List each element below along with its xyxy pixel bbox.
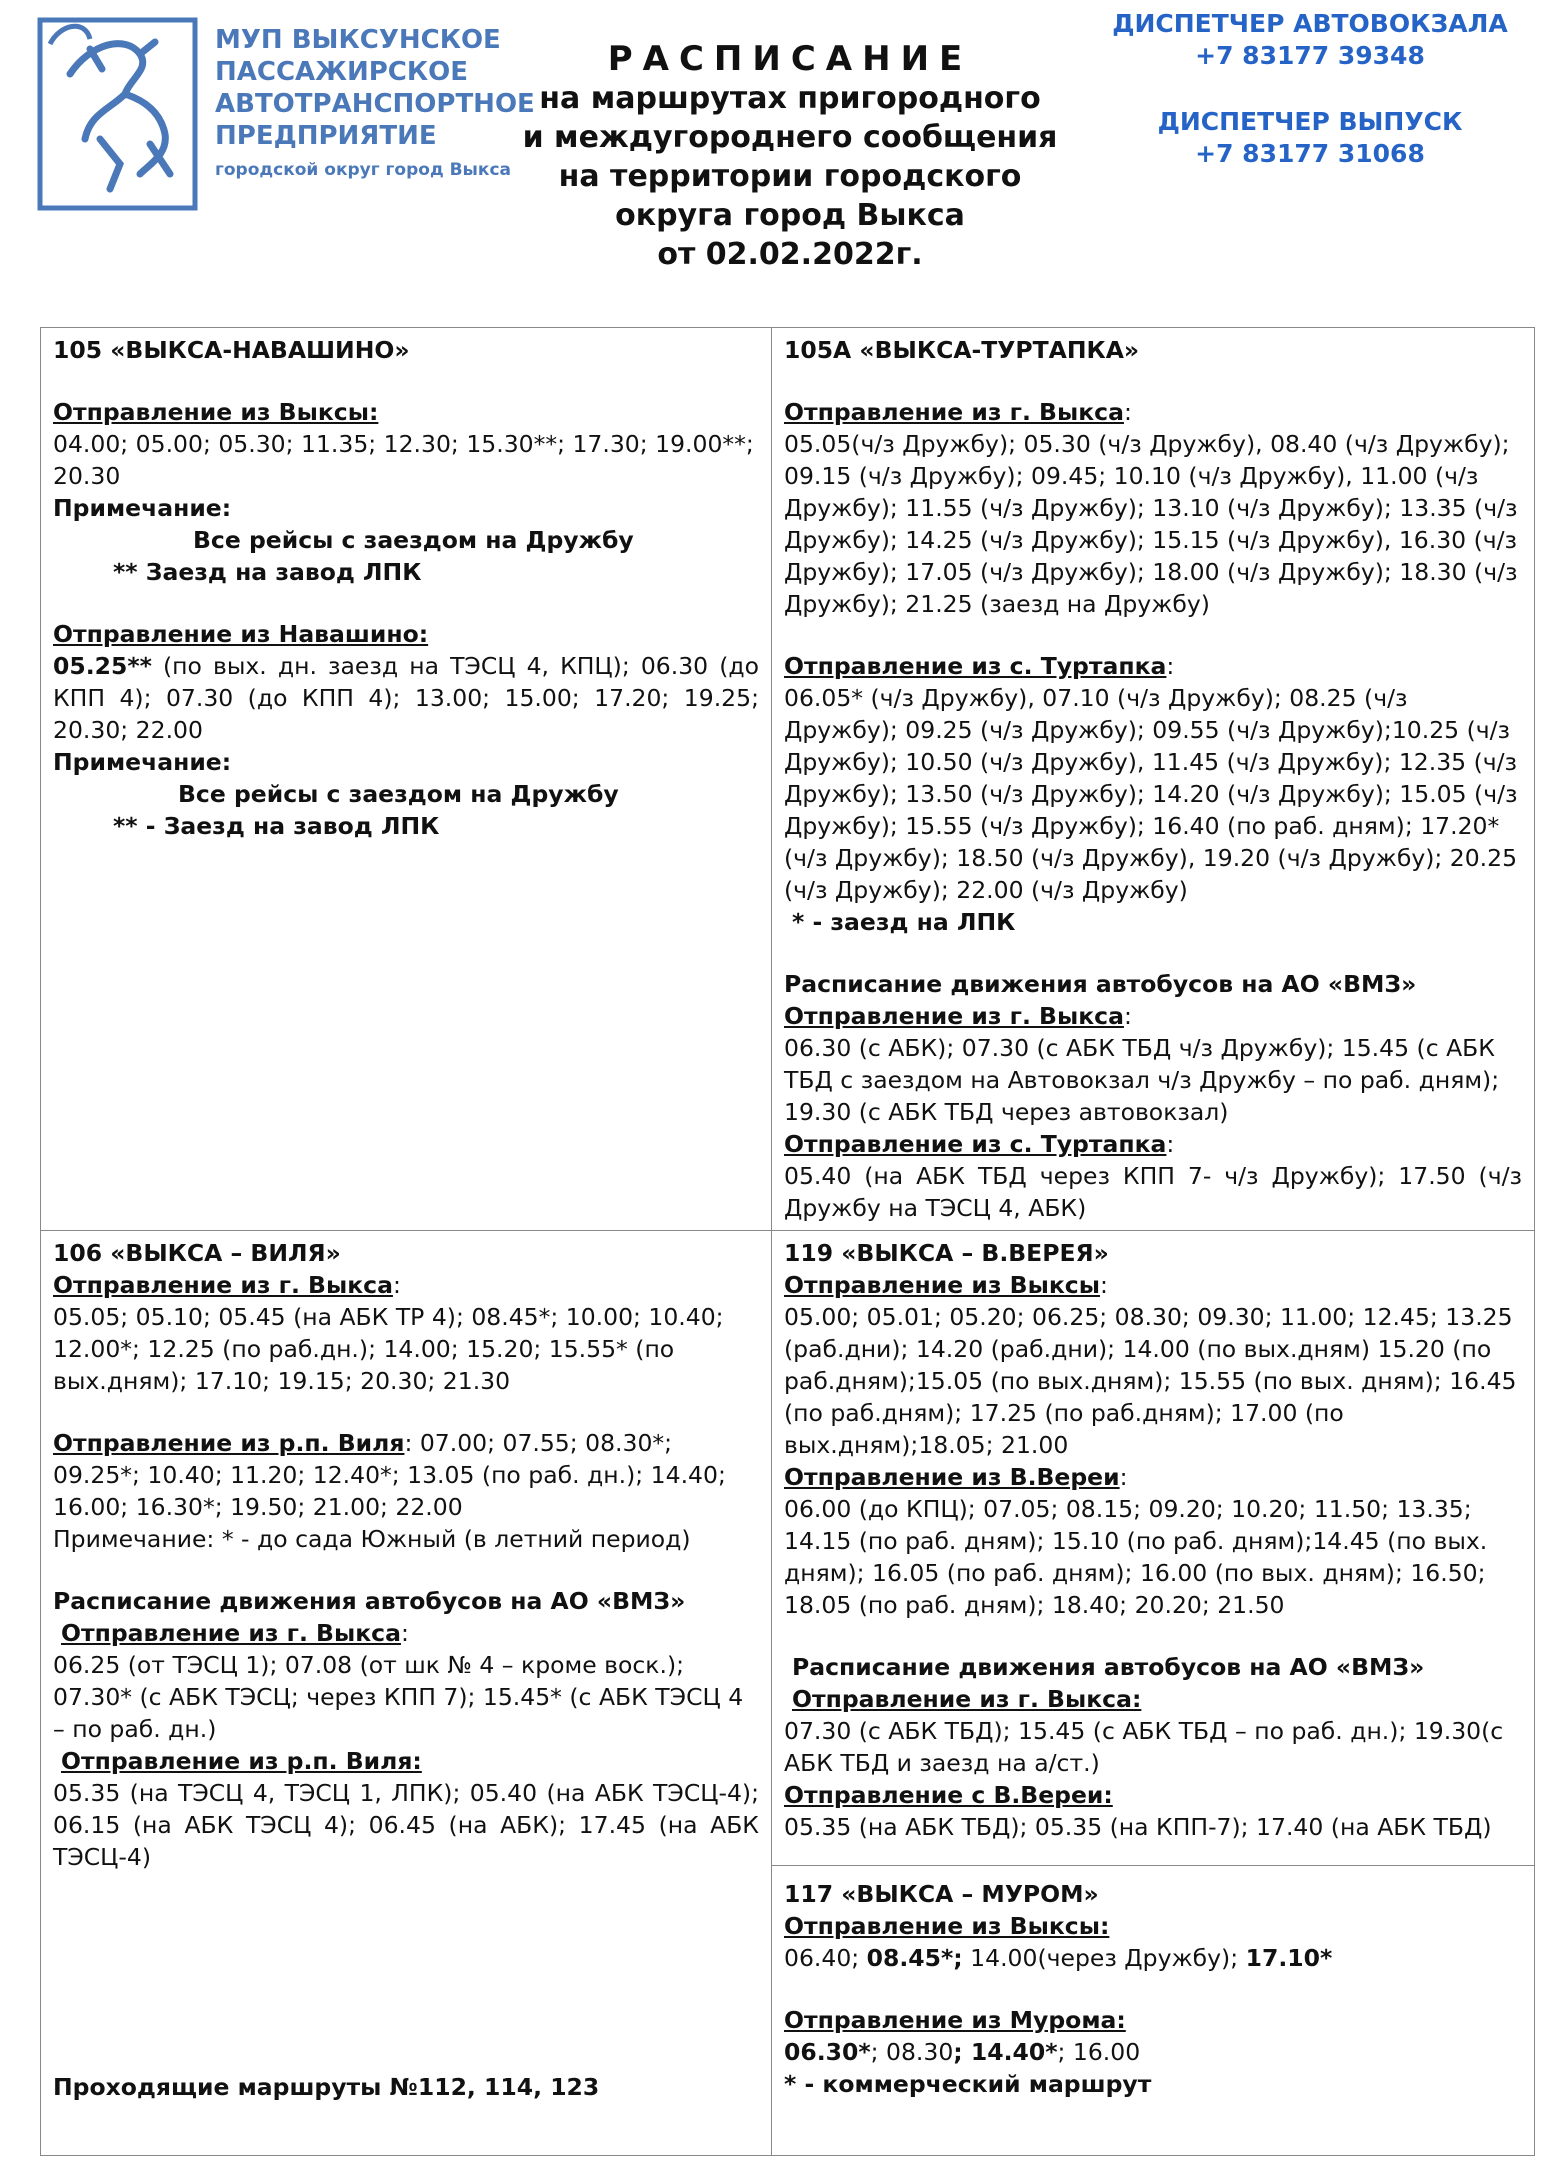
schedule-table xyxy=(40,327,1535,2156)
text-line: Отправление из Выксы: xyxy=(784,1912,1110,1940)
text-line: Отправление из г. Выкса xyxy=(784,398,1124,426)
text-line: РАСПИСАНИЕ xyxy=(607,39,973,79)
text-line: от 02.02.2022г. xyxy=(657,237,923,272)
text-line: Отправление из г. Выкса xyxy=(61,1619,401,1647)
text-line: Отправление из Навашино: xyxy=(53,620,429,648)
dispatcher-station-label: ДИСПЕТЧЕР АВТОВОКЗАЛА xyxy=(1112,9,1508,38)
dispatcher-release-label: ДИСПЕТЧЕР ВЫПУСК xyxy=(1157,107,1463,136)
text-line: Расписание движения автобусов на АО «ВМЗ» xyxy=(53,1587,686,1615)
dispatcher-release-phone: +7 83177 31068 xyxy=(1195,139,1425,168)
text-line: 05.25** xyxy=(53,652,152,680)
text-line: 06.25 (от ТЭСЦ 1); 07.08 (от шк № 4 – кроме воск.); 07.30* (с АБК ТЭСЦ; через КПП 7); 15.45* (с АБК ТЭСЦ 4 – по раб. дн.) xyxy=(53,1651,744,1743)
page-header xyxy=(0,0,1560,320)
route-117-section xyxy=(772,1865,1534,2100)
text-line: Все рейсы с заездом на Дружбу xyxy=(178,780,619,808)
text-line: * - заезд на ЛПК xyxy=(792,908,1016,936)
text-line: Примечание: xyxy=(53,748,232,776)
text-line: на маршрутах пригородного xyxy=(539,81,1041,116)
text-line: Расписание движения автобусов на АО «ВМЗ» xyxy=(784,970,1417,998)
text-line: Отправление из р.п. Виля xyxy=(53,1429,405,1457)
text-line: 05.05(ч/з Дружбу); 05.30 (ч/з Дружбу), 08.40 (ч/з Дружбу); 09.15 (ч/з Дружбу); 09.45; 10.10 (ч/з Дружбу), 11.00 (ч/з Дружбу); 11.55 (ч/з Дружбу); 13.10 (ч/з Дружбу); 13.35 (ч/з Дружбу); 14.25 (ч/з Дружбу); 15.15 (ч/з Дружбу), 16.30 (ч/з Дружбу); 17.05 (ч/з Дружбу); 18.00 (ч/з Дружбу); 18.30 (ч/з Дружбу); 21.25 (заезд на Дружбу) xyxy=(784,430,1518,618)
dispatcher-contacts xyxy=(1100,8,1520,170)
text-line: 06.00 (до КПЦ); 07.05; 08.15; 09.20; 10.20; 11.50; 13.35; 14.15 (по раб. дням); 15.10 (по раб. дням);14.45 (по вых. дням); 16.05 (по раб. дням); 16.00 (по вых. дням); 16.50; 18.05 (по раб. дням); 18.40; 20.20; 21.50 xyxy=(784,1495,1488,1619)
text-line: и междугороднего сообщения xyxy=(522,120,1058,155)
text-line: 07.30 (с АБК ТБД); 15.45 (с АБК ТБД – по раб. дн.); 19.30(с АБК ТБД и заезд на а/ст.) xyxy=(784,1717,1504,1777)
route-105a-cell: 105А «ВЫКСА-ТУРТАПКА» Отправление из г. Выкса: 05.05(ч/з Дружбу); 05.30 (ч/з Дружбу), 08.40 (ч/з Дружбу); 09.15 (ч/з Дружбу); 09.45; 10.10 (ч/з Дружбу), 11.00 (ч/з Дружбу); 11.55 (ч/з Дружбу); 13.10 (ч/з Дружбу); 13.35 (ч/з Дружбу); 14.25 (ч/з Дружбу); 15.15 (ч/з Дружбу), 16.30 (ч/з Дружбу); 17.05 (ч/з Дружбу); 18.00 (ч/з Дружбу); 18.30 (ч/з Дружбу); 21.25 (заезд на Дружбу) Отправление из с. Туртапка: 06.05* (ч/з Дружбу), 07.10 (ч/з Дружбу); 08.25 (ч/з Дружбу); 09.25 (ч/з Дружбу); 09.55 (ч/з Дружбу);10.25 (ч/з Дружбу); 10.50 (ч/з Дружбу), 11.45 (ч/з Дружбу); 12.35 (ч/з Дружбу); 13.50 (ч/з Дружбу); 14.20 (ч/з Дружбу); 15.05 (ч/з Дружбу); 15.55 (ч/з Дружбу); 16.40 (по раб. дням); 17.20* (ч/з Дружбу); 18.50 (ч/з Дружбу), 19.20 (ч/з Дружбу); 20.25 (ч/з Дружбу); 22.00 (ч/з Дружбу) * - заезд на ЛПК Расписание движения автобусов на АО «ВМЗ» Отправление из г. Выкса: 06.30 (с АБК); 07.30 (с АБК ТБД ч/з Дружбу); 15.45 (с АБК ТБД с заездом на Автовокзал ч/з Дружбу – по раб. дням); 19.30 (с АБК ТБД через автовокзал) Отправление из с. Туртапка: 05.40 (на АБК ТБД через КПП 7- ч/з Дружбу); 17.50 (ч/з Дружбу на ТЭСЦ 4, АБК) xyxy=(772,328,1535,1231)
text-line: Отправление из г. Выкса: xyxy=(792,1685,1142,1713)
text-line: ** - Заезд на завод ЛПК xyxy=(113,812,440,840)
route-title: 106 «ВЫКСА – ВИЛЯ» xyxy=(53,1239,341,1267)
text-line: Отправление из р.п. Виля: xyxy=(61,1747,422,1775)
text-line: Отправление с В.Вереи: xyxy=(784,1781,1113,1809)
document-title xyxy=(520,40,1060,274)
route-119-117-cell: 119 «ВЫКСА – В.ВЕРЕЯ» Отправление из Выксы: 05.00; 05.01; 05.20; 06.25; 08.30; 09.30; 11.00; 12.45; 13.25 (раб.дни); 14.20 (раб.дни); 14.00 (по вых.дням) 15.20 (по раб.дням);15.05 (по вых.дням); 15.55 (по вых. дням); 16.45 (по раб.дням); 17.25 (по раб.дням); 17.00 (по вых.дням);18.05; 21.00 Отправление из В.Вереи: 06.00 (до КПЦ); 07.05; 08.15; 09.20; 10.20; 11.50; 13.35; 14.15 (по раб. дням); 15.10 (по раб. дням);14.45 (по вых. дням); 16.05 (по раб. дням); 16.00 (по вых. дням); 16.50; 18.05 (по раб. дням); 18.40; 20.20; 21.50 Расписание движения автобусов на АО «ВМЗ» Отправление из г. Выкса: 07.30 (с АБК ТБД); 15.45 (с АБК ТБД – по раб. дн.); 19.30(с АБК ТБД и заезд на а/ст.) Отправление с В.Вереи: 05.35 (на АБК ТБД); 05.35 (на КПП-7); 17.40 (на АБК ТБД) 117 «ВЫКСА – МУРОМ» Отправление из Выксы: 06.40; 08.45*; 14.00(через Дружбу); 17.10* Отправление из Мурома: 06.30*; 08.30; 14.40*; 16.00 * - коммерческий маршрут xyxy=(772,1231,1535,2156)
route-105-cell xyxy=(41,328,772,1231)
text-line: 05.05; 05.10; 05.45 (на АБК ТР 4); 08.45*; 10.00; 10.40; 12.00*; 12.25 (по раб.дн.); 14.00; 15.20; 15.55* (по вых.дням); 17.10; 19.15; 20.30; 21.30 xyxy=(53,1303,724,1395)
text-line: ** Заезд на завод ЛПК xyxy=(113,558,422,586)
text-line: 05.35 (на ТЭСЦ 4, ТЭСЦ 1, ЛПК); 05.40 (на АБК ТЭСЦ-4); 06.15 (на АБК ТЭСЦ 4); 06.45 (на АБК); 17.45 (на АБК ТЭСЦ-4) xyxy=(53,1779,759,1871)
route-title: 105А «ВЫКСА-ТУРТАПКА» xyxy=(784,336,1140,364)
text-line: округа город Выкса xyxy=(615,198,965,233)
organization-name xyxy=(215,24,535,182)
passing-routes: Проходящие маршруты №112, 114, 123 xyxy=(53,2073,600,2101)
text-line: АВТОТРАНСПОРТНОЕ xyxy=(215,89,535,119)
text-line: Отправление из В.Вереи xyxy=(784,1463,1120,1491)
text-line: Примечание: xyxy=(53,494,232,522)
text-line: 05.40 (на АБК ТБД через КПП 7- ч/з Дружбу); 17.50 (ч/з Дружбу на ТЭСЦ 4, АБК) xyxy=(784,1162,1522,1222)
text-line: Отправление из с. Туртапка xyxy=(784,1130,1167,1158)
text-line: Все рейсы с заездом на Дружбу xyxy=(193,526,634,554)
route-title: 117 «ВЫКСА – МУРОМ» xyxy=(784,1880,1099,1908)
text-line: 06.40; xyxy=(784,1944,867,1972)
text-line: 08.45*; xyxy=(866,1944,963,1972)
text-line: 17.10* xyxy=(1245,1944,1333,1972)
text-line: 05.00; 05.01; 05.20; 06.25; 08.30; 09.30; 11.00; 12.45; 13.25 (раб.дни); 14.20 (раб.дни); 14.00 (по вых.дням) 15.20 (по раб.дням);15.05 (по вых.дням); 15.55 (по вых. дням); 16.45 (по раб.дням); 17.25 (по раб.дням); 17.00 (по вых.дням);18.05; 21.00 xyxy=(784,1303,1517,1459)
text-line: Отправление из Мурома: xyxy=(784,2006,1126,2034)
text-line: ; 14.40* xyxy=(953,2038,1058,2066)
route-title: 105 «ВЫКСА-НАВАШИНО» xyxy=(53,336,410,364)
text-line: * - коммерческий маршрут xyxy=(784,2070,1152,2098)
route-title: 119 «ВЫКСА – В.ВЕРЕЯ» xyxy=(784,1239,1109,1267)
text-line: 06.05* (ч/з Дружбу), 07.10 (ч/з Дружбу); 08.25 (ч/з Дружбу); 09.25 (ч/з Дружбу); 09.55 (ч/з Дружбу);10.25 (ч/з Дружбу); 10.50 (ч/з Дружбу), 11.45 (ч/з Дружбу); 12.35 (ч/з Дружбу); 13.50 (ч/з Дружбу); 14.20 (ч/з Дружбу); 15.05 (ч/з Дружбу); 15.55 (ч/з Дружбу); 16.40 (по раб. дням); 17.20* (ч/з Дружбу); 18.50 (ч/з Дружбу), 19.20 (ч/з Дружбу); 20.25 (ч/з Дружбу); 22.00 (ч/з Дружбу) xyxy=(784,684,1518,904)
text-line: Отправление из Выксы xyxy=(784,1271,1100,1299)
text-line: 06.30* xyxy=(784,2038,871,2066)
text-line: 06.30 (с АБК); 07.30 (с АБК ТБД ч/з Дружбу); 15.45 (с АБК ТБД с заездом на Автовокзал ч/з Дружбу – по раб. дням); 19.30 (с АБК ТБД через автовокзал) xyxy=(784,1034,1500,1126)
text-line: 14.00(через Дружбу); xyxy=(962,1944,1246,1972)
text-line: ; 16.00 xyxy=(1057,2038,1141,2066)
text-line: ; 08.30 xyxy=(870,2038,954,2066)
text-line: ПАССАЖИРСКОЕ xyxy=(215,57,469,87)
text-line: 04.00; 05.00; 05.30; 11.35; 12.30; 15.30**; 17.30; 19.00**; 20.30 xyxy=(53,430,754,490)
horse-logo-icon xyxy=(30,14,205,214)
text-line: Примечание: * - до сада Южный (в летний период) xyxy=(53,1525,691,1553)
text-line: ПРЕДПРИЯТИЕ xyxy=(215,121,437,151)
text-line: : 07.00; 07.55; 08.30*; 09.25*; 10.40; 11.20; 12.40*; 13.05 (по раб. дн.); 14.40; 16.00; 16.30*; 19.50; 21.00; 22.00 xyxy=(53,1429,726,1521)
route-106-cell: 106 «ВЫКСА – ВИЛЯ» Отправление из г. Выкса: 05.05; 05.10; 05.45 (на АБК ТР 4); 08.45*; 10.00; 10.40; 12.00*; 12.25 (по раб.дн.); 14.00; 15.20; 15.55* (по вых.дням); 17.10; 19.15; 20.30; 21.30 Отправление из р.п. Виля: 07.00; 07.55; 08.30*; 09.25*; 10.40; 11.20; 12.40*; 13.05 (по раб. дн.); 14.40; 16.00; 16.30*; 19.50; 21.00; 22.00 Примечание: * - до сада Южный (в летний период) Расписание движения автобусов на АО «ВМЗ» Отправление из г. Выкса: 06.25 (от ТЭСЦ 1); 07.08 (от шк № 4 – кроме воск.); 07.30* (с АБК ТЭСЦ; через КПП 7); 15.45* (с АБК ТЭСЦ 4 – по раб. дн.) Отправление из р.п. Виля: 05.35 (на ТЭСЦ 4, ТЭСЦ 1, ЛПК); 05.40 (на АБК ТЭСЦ-4); 06.15 (на АБК ТЭСЦ 4); 06.45 (на АБК); 17.45 (на АБК ТЭСЦ-4) Проходящие маршруты №112, 114, 123 xyxy=(41,1231,772,2156)
organization-subtitle: городской округ город Выкса xyxy=(215,160,512,180)
dispatcher-station-phone: +7 83177 39348 xyxy=(1195,41,1425,70)
text-line: 05.35 (на АБК ТБД); 05.35 (на КПП-7); 17.40 (на АБК ТБД) xyxy=(784,1813,1492,1841)
text-line: Расписание движения автобусов на АО «ВМЗ» xyxy=(792,1653,1425,1681)
text-line: на территории городского xyxy=(558,159,1022,194)
text-line: Отправление из Выксы: xyxy=(53,398,379,426)
text-line: (по вых. дн. заезд на ТЭСЦ 4, КПЦ); 06.30 (до КПП 4); 07.30 (до КПП 4); 13.00; 15.00; 17.20; 19.25; 20.30; 22.00 xyxy=(53,652,759,744)
text-line: Отправление из г. Выкса xyxy=(784,1002,1124,1030)
text-line: МУП ВЫКСУНСКОЕ xyxy=(215,25,501,55)
text-line: Отправление из с. Туртапка xyxy=(784,652,1167,680)
text-line: Отправление из г. Выкса xyxy=(53,1271,393,1299)
